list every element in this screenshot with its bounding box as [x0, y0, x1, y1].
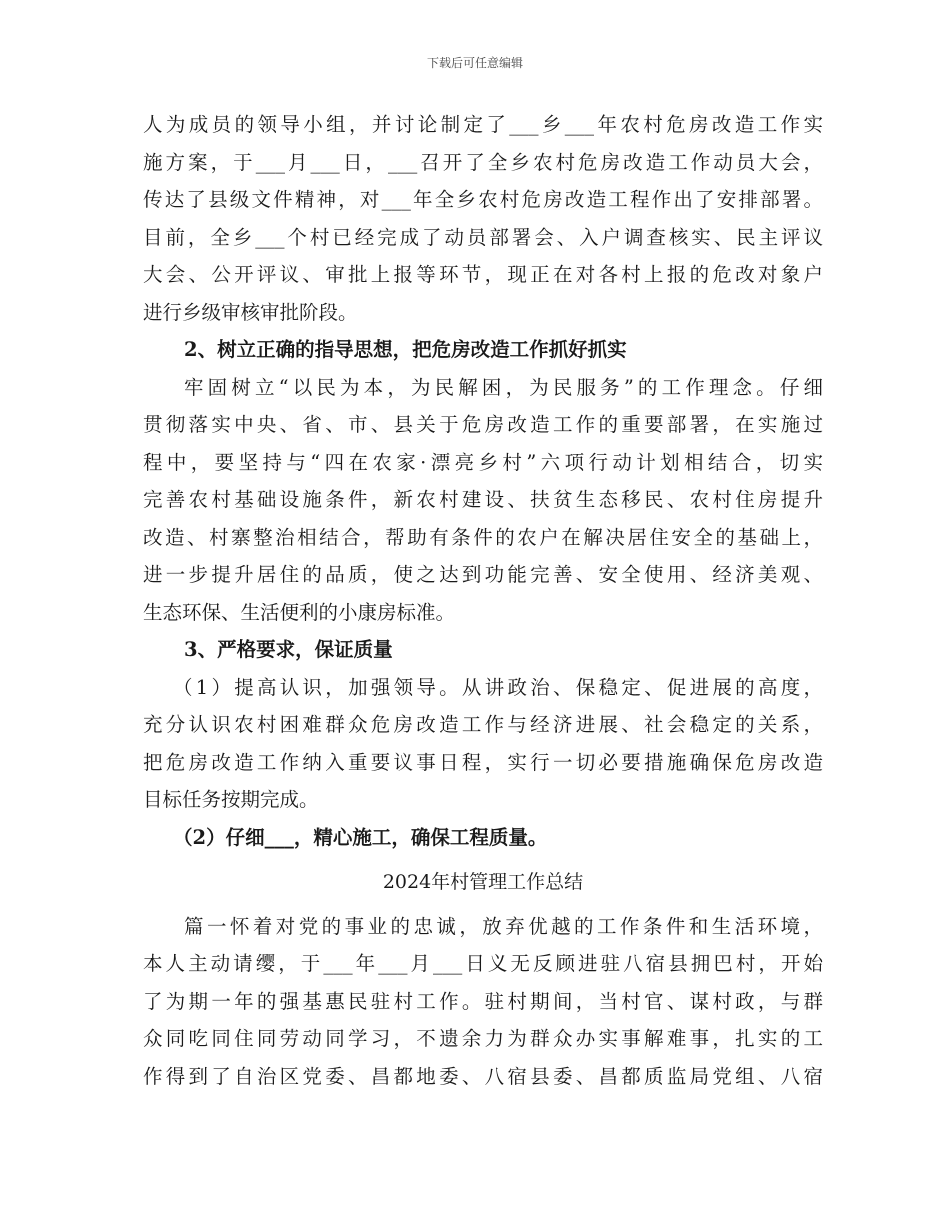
article-title: 2024年村管理工作总结 — [382, 871, 584, 893]
text-line: 本人主动请缨，于___年___月___日义无反顾进驻八宿县拥巴村，开始 — [143, 952, 823, 975]
text-line: 人为成员的领导小组，并讨论制定了___乡___年农村危房改造工作实 — [143, 113, 823, 136]
sub-heading: （2）仔细___，精心施工，确保工程质量。 — [173, 825, 548, 849]
text-line: 把危房改造工作纳入重要议事日程，实行一切必要措施确保危房改造 — [143, 750, 823, 774]
text-line: 大会、公开评议、审批上报等环节，现正在对各村上报的危改对象户 — [143, 263, 823, 286]
text-line: 了为期一年的强基惠民驻村工作。驻村期间，当村官、谋村政，与群 — [143, 989, 823, 1013]
text-line: 目标任务按期完成。 — [143, 788, 319, 811]
section-heading: 2、树立正确的指导思想，把危房改造工作抓好抓实 — [184, 338, 627, 361]
text-line: 进行乡级审核审批阶段。 — [143, 300, 358, 324]
text-line: 程中，要坚持与“四在农家·漂亮乡村”六项行动计划相结合，切实 — [143, 450, 823, 474]
text-line: 贯彻落实中央、省、市、县关于危房改造工作的重要部署，在实施过 — [143, 413, 823, 436]
text-line: 众同吃同住同劳动同学习，不遗余力为群众办实事解难事，扎实的工 — [143, 1027, 823, 1050]
text-line: 篇一怀着对党的事业的忠诚，放弃优越的工作条件和生活环境， — [184, 914, 823, 938]
text-line: （1）提高认识，加强领导。从讲政治、保稳定、促进展的高度， — [173, 675, 823, 699]
text-line: 生态环保、生活便利的小康房标准。 — [143, 600, 456, 624]
text-line: 目前，全乡___个村已经完成了动员部署会、入户调查核实、民主评议 — [143, 225, 823, 249]
text-line: 完善农村基础设施条件，新农村建设、扶贫生态移民、农村住房提升 — [143, 488, 823, 511]
text-line: 传达了县级文件精神，对___年全乡农村危房改造工程作出了安排部署。 — [143, 188, 823, 211]
text-line: 作得到了自治区党委、昌都地委、八宿县委、昌都质监局党组、八宿 — [143, 1064, 823, 1088]
text-line: 充分认识农村困难群众危房改造工作与经济进展、社会稳定的关系， — [143, 713, 823, 736]
text-line: 牢固树立“以民为本，为民解困，为民服务”的工作理念。仔细 — [184, 375, 823, 399]
text-line: 进一步提升居住的品质，使之达到功能完善、安全使用、经济美观、 — [143, 563, 823, 586]
section-heading: 3、严格要求，保证质量 — [184, 638, 393, 661]
text-line: 施方案，于___月___日，___召开了全乡农村危房改造工作动员大会， — [143, 150, 823, 174]
text-line: 改造、村寨整治相结合，帮助有条件的农户在解决居住安全的基础上， — [143, 525, 823, 549]
page-header: 下载后可任意编辑 — [426, 56, 523, 70]
document-body — [143, 106, 823, 1095]
